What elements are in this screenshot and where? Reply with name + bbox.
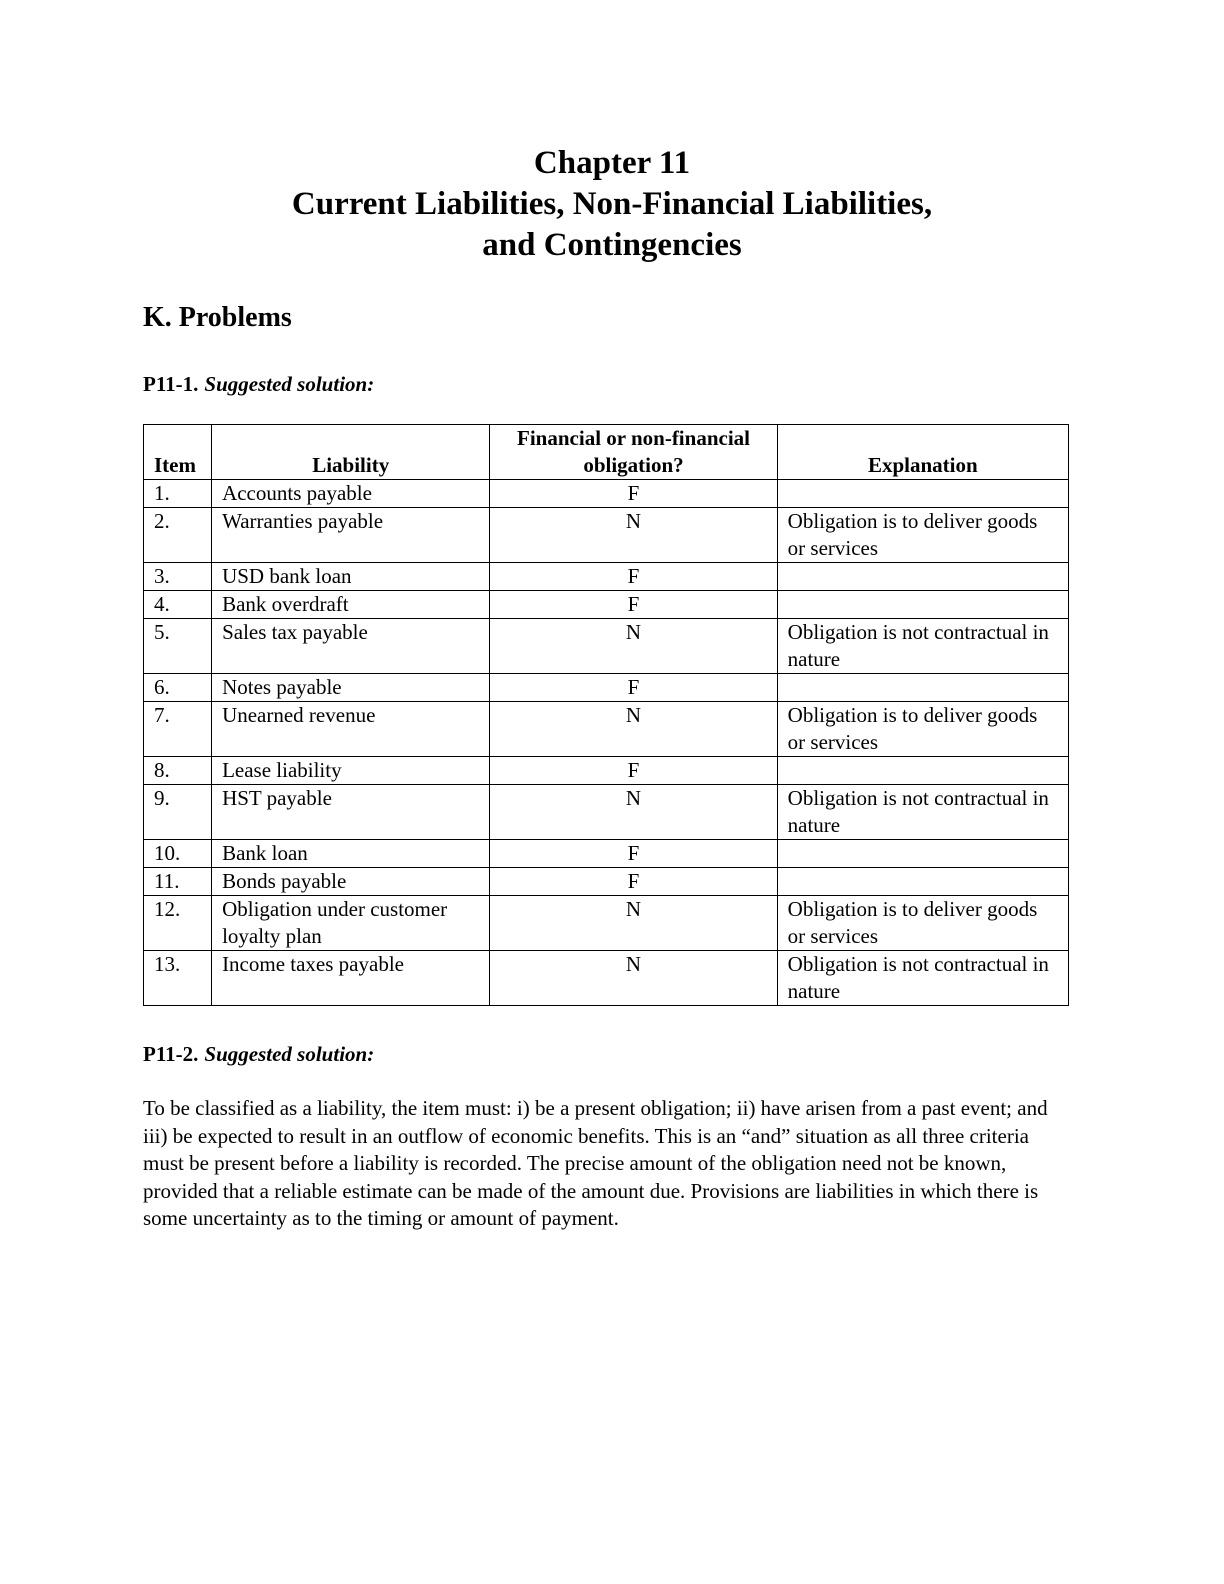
cell-explanation xyxy=(777,591,1068,619)
cell-item: 9. xyxy=(144,785,212,840)
cell-explanation xyxy=(777,868,1068,896)
cell-obligation-type: N xyxy=(490,951,777,1006)
liabilities-table xyxy=(143,424,1069,1006)
cell-explanation xyxy=(777,480,1068,508)
cell-liability: Bonds payable xyxy=(212,868,490,896)
header-liability: Liability xyxy=(212,425,490,480)
cell-obligation-type: F xyxy=(490,674,777,702)
cell-item: 5. xyxy=(144,619,212,674)
cell-obligation-type: N xyxy=(490,785,777,840)
cell-liability: Obligation under customer loyalty plan xyxy=(212,896,490,951)
problem-heading-p11-2 xyxy=(143,1040,374,1068)
cell-explanation xyxy=(777,563,1068,591)
p11-2-body-text: To be classified as a liability, the item must: i) be a present obligation; ii) have arisen from a past event; and iii) be expected to result in an outflow of economic benefits. This is an “and” situation as all three criteria must be present before a liability is recorded. The precise amount of the obligation need not be known, provided that a reliable estimate can be made of the amount due. Provisions are liabilities in which there is some uncertainty as to the timing or amount of payment. xyxy=(143,1096,1048,1230)
table-row xyxy=(144,480,1069,508)
table-body xyxy=(144,480,1069,1006)
cell-item: 4. xyxy=(144,591,212,619)
chapter-title xyxy=(0,143,1224,266)
cell-liability: HST payable xyxy=(212,785,490,840)
cell-obligation-type: F xyxy=(490,563,777,591)
suggested-solution-label: Suggested solution: xyxy=(204,372,375,396)
cell-item: 1. xyxy=(144,480,212,508)
cell-liability: Bank loan xyxy=(212,840,490,868)
problem-heading-p11-1 xyxy=(143,370,374,398)
cell-explanation xyxy=(777,840,1068,868)
header-obligation-type xyxy=(490,425,777,480)
chapter-title-line1: Chapter 11 xyxy=(533,145,691,181)
table-row xyxy=(144,785,1069,840)
cell-explanation: Obligation is not contractual in nature xyxy=(777,951,1068,1006)
cell-obligation-type: N xyxy=(490,702,777,757)
cell-item: 2. xyxy=(144,508,212,563)
problem-label: P11-2. xyxy=(143,1042,199,1066)
cell-item: 10. xyxy=(144,840,212,868)
table-row xyxy=(144,674,1069,702)
table-header-row xyxy=(144,425,1069,480)
cell-obligation-type: F xyxy=(490,480,777,508)
chapter-title-line3: and Contingencies xyxy=(482,227,742,263)
cell-liability: Income taxes payable xyxy=(212,951,490,1006)
table-row xyxy=(144,591,1069,619)
cell-liability: USD bank loan xyxy=(212,563,490,591)
header-obligation-type-line1: Financial or non-financial xyxy=(517,426,750,450)
cell-liability: Accounts payable xyxy=(212,480,490,508)
section-heading: K. Problems xyxy=(143,302,292,333)
header-item: Item xyxy=(144,425,212,480)
cell-explanation xyxy=(777,757,1068,785)
cell-explanation: Obligation is to deliver goods or services xyxy=(777,508,1068,563)
table-row xyxy=(144,896,1069,951)
cell-explanation: Obligation is not contractual in nature xyxy=(777,785,1068,840)
cell-item: 3. xyxy=(144,563,212,591)
cell-obligation-type: N xyxy=(490,508,777,563)
cell-explanation: Obligation is not contractual in nature xyxy=(777,619,1068,674)
table-row xyxy=(144,868,1069,896)
table-row xyxy=(144,619,1069,674)
chapter-title-line2: Current Liabilities, Non-Financial Liabilities, xyxy=(291,186,933,222)
cell-liability: Unearned revenue xyxy=(212,702,490,757)
header-explanation: Explanation xyxy=(777,425,1068,480)
table-row xyxy=(144,702,1069,757)
cell-obligation-type: F xyxy=(490,757,777,785)
cell-liability: Bank overdraft xyxy=(212,591,490,619)
table-row xyxy=(144,951,1069,1006)
problem-label: P11-1. xyxy=(143,372,199,396)
table-row xyxy=(144,840,1069,868)
cell-item: 6. xyxy=(144,674,212,702)
cell-liability: Notes payable xyxy=(212,674,490,702)
cell-obligation-type: F xyxy=(490,591,777,619)
cell-item: 8. xyxy=(144,757,212,785)
cell-obligation-type: F xyxy=(490,868,777,896)
cell-item: 12. xyxy=(144,896,212,951)
header-obligation-type-line2: obligation? xyxy=(583,453,684,477)
cell-liability: Lease liability xyxy=(212,757,490,785)
suggested-solution-label: Suggested solution: xyxy=(204,1042,375,1066)
cell-explanation xyxy=(777,674,1068,702)
cell-item: 11. xyxy=(144,868,212,896)
cell-explanation: Obligation is to deliver goods or services xyxy=(777,896,1068,951)
table-row xyxy=(144,563,1069,591)
cell-item: 13. xyxy=(144,951,212,1006)
cell-obligation-type: F xyxy=(490,840,777,868)
cell-obligation-type: N xyxy=(490,896,777,951)
table-row xyxy=(144,757,1069,785)
cell-liability: Warranties payable xyxy=(212,508,490,563)
cell-explanation: Obligation is to deliver goods or services xyxy=(777,702,1068,757)
table-row xyxy=(144,508,1069,563)
cell-obligation-type: N xyxy=(490,619,777,674)
cell-liability: Sales tax payable xyxy=(212,619,490,674)
cell-item: 7. xyxy=(144,702,212,757)
